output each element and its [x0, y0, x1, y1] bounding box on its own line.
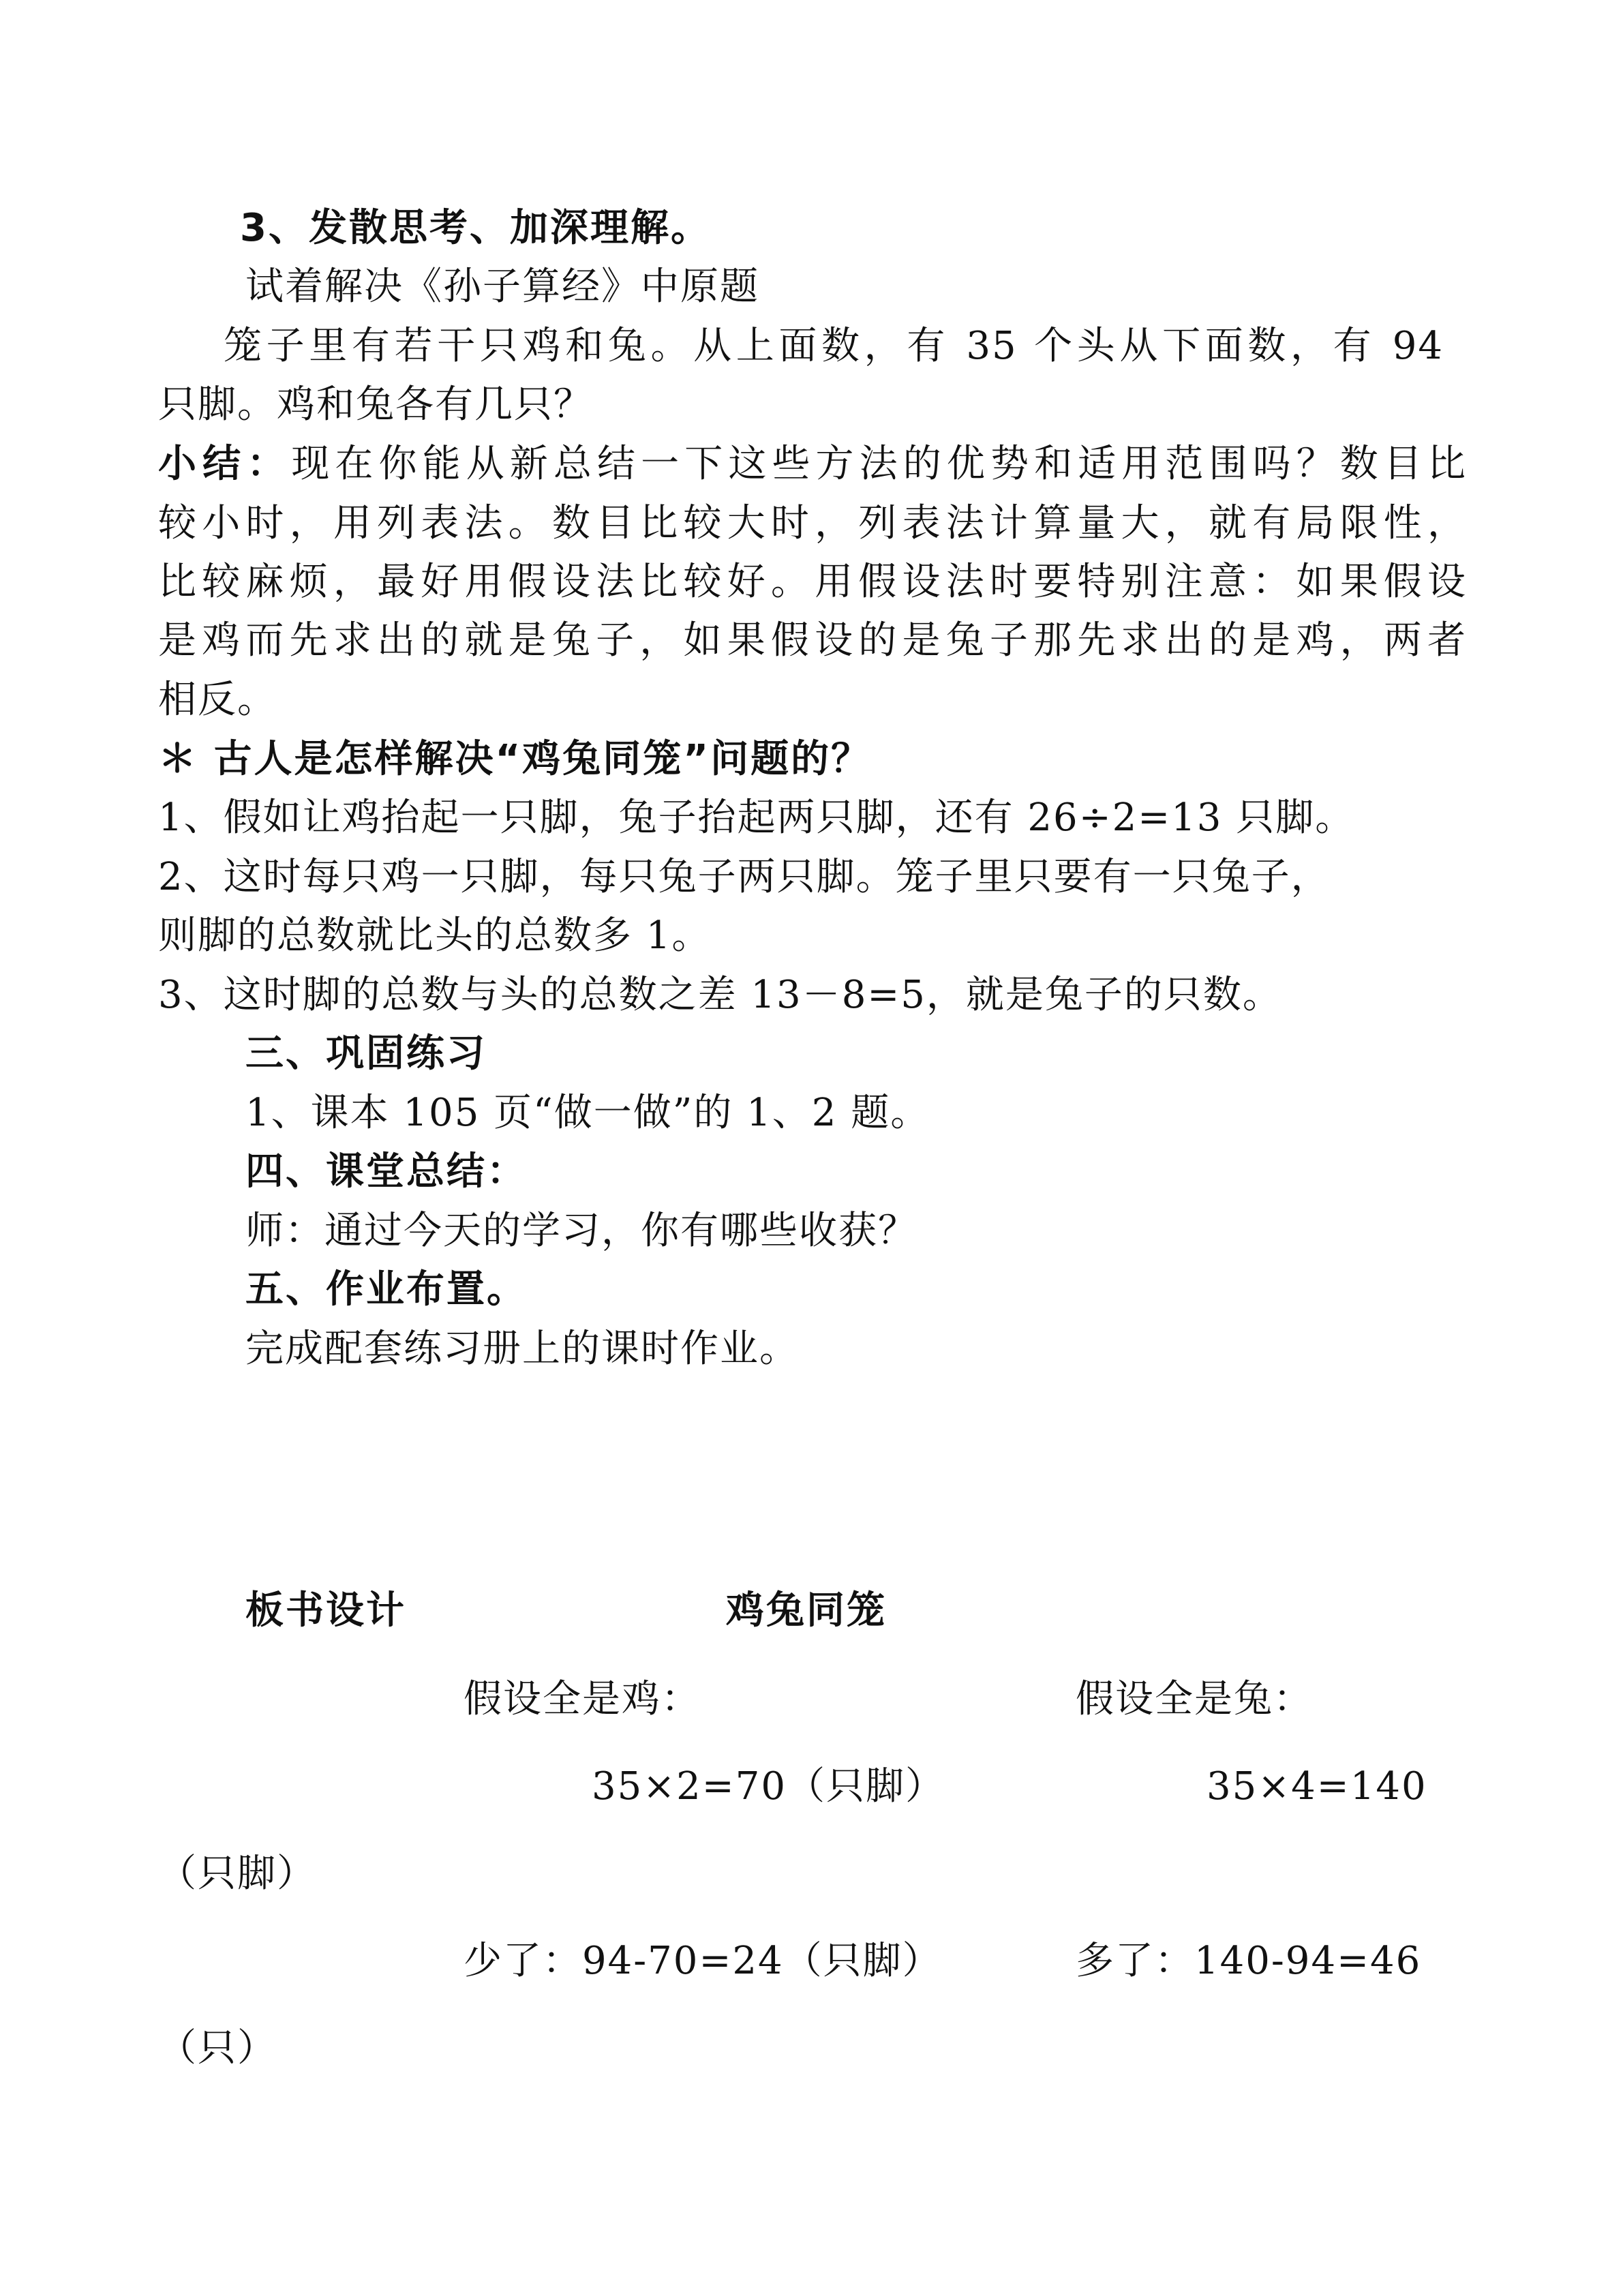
- ancient-step2-line2: 则脚的总数就比头的总数多 1。: [158, 913, 712, 958]
- homework-heading: 五、作业布置。: [245, 1267, 527, 1312]
- summary-label: 小结：: [158, 442, 292, 486]
- board-label: 板书设计: [245, 1588, 406, 1633]
- ancient-step3: 3、这时脚的总数与头的总数之差 13－8=5，就是兔子的只数。: [158, 973, 1282, 1017]
- section3-heading: 3、发散思考、加深理解。: [240, 206, 711, 250]
- summary-line4: 是鸡而先求出的就是兔子，如果假设的是兔子那先求出的是鸡，两者: [158, 618, 1467, 663]
- summary-line1: [158, 440, 1467, 489]
- summary-line5: 相反。: [158, 678, 277, 722]
- section3-intro: 试着解决《孙子算经》中原题: [245, 265, 759, 309]
- summary-text-line1: 现在你能从新总结一下这些方法的优势和适用范围吗？数目比: [291, 442, 1468, 486]
- class-summary-heading: 四、课堂总结：: [245, 1149, 527, 1194]
- class-summary-teacher: 师：通过今天的学习，你有哪些收获？: [245, 1209, 917, 1253]
- ancient-heading: ＊ 古人是怎样解决“鸡兔同笼”问题的？: [158, 737, 872, 781]
- board-right-calc1: 35×4=140: [1207, 1764, 1427, 1809]
- board-left-heading: 假设全是鸡：: [464, 1677, 701, 1721]
- board-left-calc2: 少了：94-70=24（只脚）: [464, 1939, 942, 1983]
- summary-line3: 比较麻烦，最好用假设法比较好。用假设法时要特别注意：如果假设: [158, 560, 1467, 604]
- practice-heading: 三、巩固练习: [245, 1031, 487, 1076]
- ancient-step2-line1: 2、这时每只鸡一只脚，每只兔子两只脚。笼子里只要有一只兔子，: [158, 855, 1331, 899]
- homework-text: 完成配套练习册上的课时作业。: [245, 1327, 799, 1371]
- summary-line2: 较小时，用列表法。数目比较大时，列表法计算量大，就有局限性，: [158, 501, 1467, 545]
- ancient-step1: 1、假如让鸡抬起一只脚，兔子抬起两只脚，还有 26÷2=13 只脚。: [158, 796, 1355, 840]
- board-left-calc1: 35×2=70（只脚）: [592, 1764, 945, 1809]
- board-right-calc2-unit: （只）: [158, 2026, 277, 2070]
- section3-problem-line2: 只脚。鸡和兔各有几只？: [158, 382, 593, 427]
- board-right-calc2: 多了：140-94=46: [1076, 1939, 1422, 1983]
- section3-problem-line1: 笼子里有若干只鸡和兔。从上面数，有 35 个头从下面数，有 94: [224, 324, 1444, 368]
- practice-item1: 1、课本 105 页“做一做”的 1、2 题。: [245, 1091, 930, 1135]
- board-right-heading: 假设全是兔：: [1076, 1677, 1313, 1721]
- board-right-calc1-unit: （只脚）: [158, 1852, 316, 1896]
- board-title: 鸡兔同笼: [726, 1588, 887, 1633]
